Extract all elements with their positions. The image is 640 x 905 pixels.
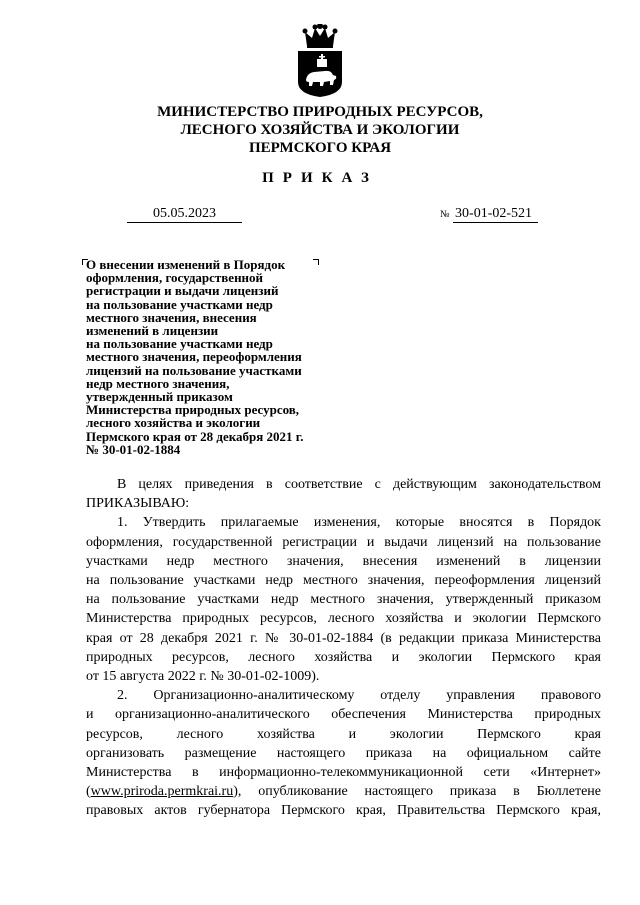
subject-line: местного значения, внесения [86, 309, 257, 325]
body-line: В целях приведения в соответствие с действующим законодательством [117, 477, 601, 492]
subject-line: утвержденный приказом [86, 389, 233, 405]
website-link[interactable]: www.priroda.permkrai.ru [90, 784, 234, 800]
ministry-line: МИНИСТЕРСТВО ПРИРОДНЫХ РЕСУРСОВ, [157, 104, 483, 120]
order-body [86, 475, 601, 821]
item-2-line: организовать размещение настоящего приказа на официальном сайте [86, 745, 601, 761]
subject-line: Министерства природных ресурсов, [86, 402, 300, 418]
order-number-value: 30-01-02-521 [453, 205, 538, 223]
item-1-line: на пользование участками недр местного значения, утвержденный приказом [86, 592, 601, 608]
item-2-line: 2. Организационно-аналитическому отделу управления правового [117, 688, 601, 704]
subject-line: лесного хозяйства и экологии [86, 415, 261, 431]
number-sign: № [440, 209, 450, 220]
subject-line: О внесении изменений в Порядок [86, 257, 286, 272]
subject-line: недр местного значения, [86, 375, 230, 391]
item-2-line: ресурсов, лесного хозяйства и экологии Пермского края [86, 726, 601, 742]
ministry-line: ЛЕСНОГО ХОЗЯЙСТВА И ЭКОЛОГИИ [180, 122, 460, 138]
item-2-line: и организационно-аналитического обеспечения Министерства природных [86, 707, 601, 723]
subject-line: оформления, государственной [86, 270, 264, 286]
paren-open: ( [86, 784, 91, 800]
subject-line: на пользование участками недр [86, 296, 273, 312]
item-1-line: 1. Утвердить прилагаемые изменения, которые вносятся в Порядок [117, 515, 601, 531]
ministry-line: ПЕРМСКОГО КРАЯ [248, 140, 392, 156]
item-2-line [86, 782, 601, 801]
coat-of-arms-icon [295, 24, 345, 98]
subject-line: местного значения, переоформления [86, 349, 302, 365]
document-type: ПРИКАЗ [262, 170, 378, 186]
item-1-line: природных ресурсов, лесного хозяйства и экологии Пермского края [86, 649, 601, 665]
order-subject [86, 258, 336, 456]
link-trailing-text: ), опубликование настоящего приказа в Бюллетене [233, 784, 601, 800]
item-1-line: Министерства природных ресурсов, лесного хозяйства и экологии Пермского [86, 611, 601, 627]
body-line: ПРИКАЗЫВАЮ: [86, 496, 190, 512]
item-2-line: правовых актов губернатора Пермского края, Правительства Пермского края, [86, 803, 601, 819]
item-1-line: края от 28 декабря 2021 г. № 30-01-02-1884 (в редакции приказа Министерства [86, 630, 601, 646]
ministry-name [0, 103, 640, 157]
subject-line: Пермского края от 28 декабря 2021 г. [86, 428, 304, 444]
subject-line: на пользование участками недр [86, 336, 273, 352]
subject-line: лицензий на пользование участками [86, 362, 302, 378]
item-1-line: оформления, государственной регистрации и выдачи лицензий на пользование [86, 534, 601, 550]
item-1-line: от 15 августа 2022 г. № 30-01-02-1009). [86, 669, 320, 685]
item-2-line: Министерства в информационно-телекоммуникационной сети «Интернет» [86, 765, 601, 781]
subject-line: изменений в лицензии [86, 323, 219, 339]
subject-line: регистрации и выдачи лицензий [86, 283, 279, 299]
order-number [440, 205, 566, 223]
item-1-line: участками недр местного значения, внесения изменений в лицензии [86, 553, 601, 569]
order-date: 05.05.2023 [127, 205, 242, 223]
subject-line: № 30-01-02-1884 [86, 441, 181, 457]
item-1-line: на пользование участками недр местного значения, переоформления лицензий [86, 573, 601, 589]
